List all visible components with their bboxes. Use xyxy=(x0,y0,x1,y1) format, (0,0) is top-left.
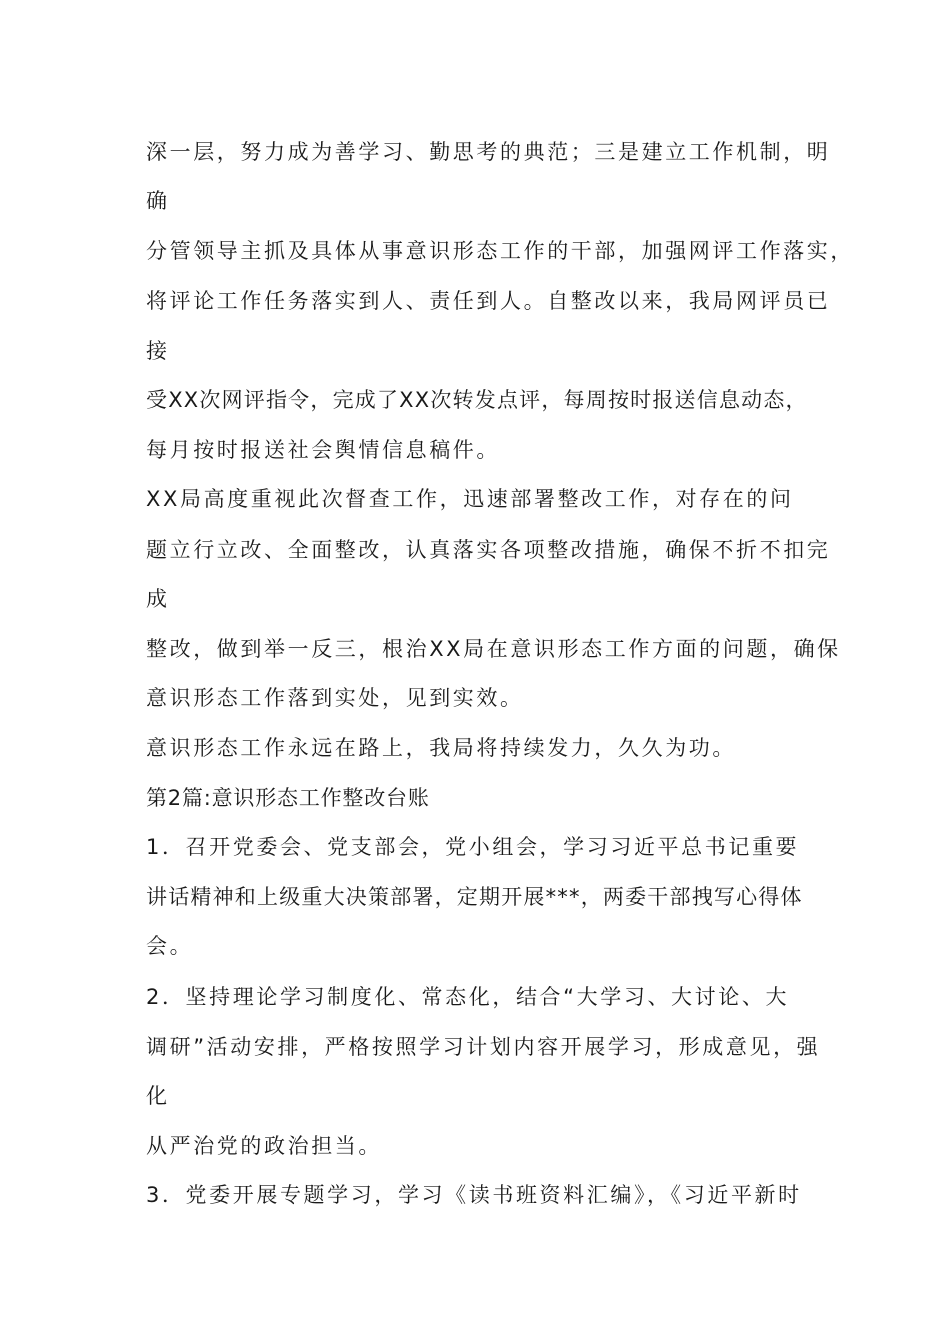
text-line: XX局高度重视此次督查工作，迅速部署整改工作，对存在的问 xyxy=(146,487,794,511)
text-line: 意识形态工作永远在路上，我局将持续发力，久久为功。 xyxy=(146,736,736,760)
text-line: 整改，做到举一反三，根治XX局在意识形态工作方面的问题，确保 xyxy=(146,637,841,661)
text-line: 意识形态工作落到实处，见到实效。 xyxy=(146,686,524,710)
text-line: 成 xyxy=(146,587,170,611)
section-heading: 第2篇:意识形态工作整改台账 xyxy=(146,786,430,810)
text-line: 化 xyxy=(146,1084,170,1108)
text-line: 确 xyxy=(146,189,170,213)
text-line: 接 xyxy=(146,339,170,363)
text-line: 2．坚持理论学习制度化、常态化，结合“大学习、大讨论、大 xyxy=(146,985,790,1009)
text-line: 讲话精神和上级重大决策部署，定期开展***，两委干部拽写心得体 xyxy=(146,885,803,909)
text-line: 会。 xyxy=(146,934,194,958)
text-line: 调研”活动安排，严格按照学习计划内容开展学习，形成意见，强 xyxy=(146,1035,821,1059)
text-line: 题立行立改、全面整改，认真落实各项整改措施，确保不折不扣完 xyxy=(146,538,831,562)
text-line: 受XX次网评指令，完成了XX次转发点评，每周按时报送信息动态， xyxy=(146,388,808,412)
text-line: 每月按时报送社会舆情信息稿件。 xyxy=(146,438,500,462)
text-line: 1．召开党委会、党支部会，党小组会，学习习近平总书记重要 xyxy=(146,835,800,859)
text-line: 将评论工作任务落实到人、责任到人。自整改以来，我局网评员已 xyxy=(146,289,831,313)
text-line: 分管领导主抓及具体从事意识形态工作的干部，加强网评工作落实， xyxy=(146,239,854,263)
text-line: 3．党委开展专题学习，学习《读书班资料汇编》，《习近平新时 xyxy=(146,1183,802,1207)
text-line: 深一层，努力成为善学习、勤思考的典范；三是建立工作机制，明 xyxy=(146,140,831,164)
text-line: 从严治党的政治担当。 xyxy=(146,1134,382,1158)
